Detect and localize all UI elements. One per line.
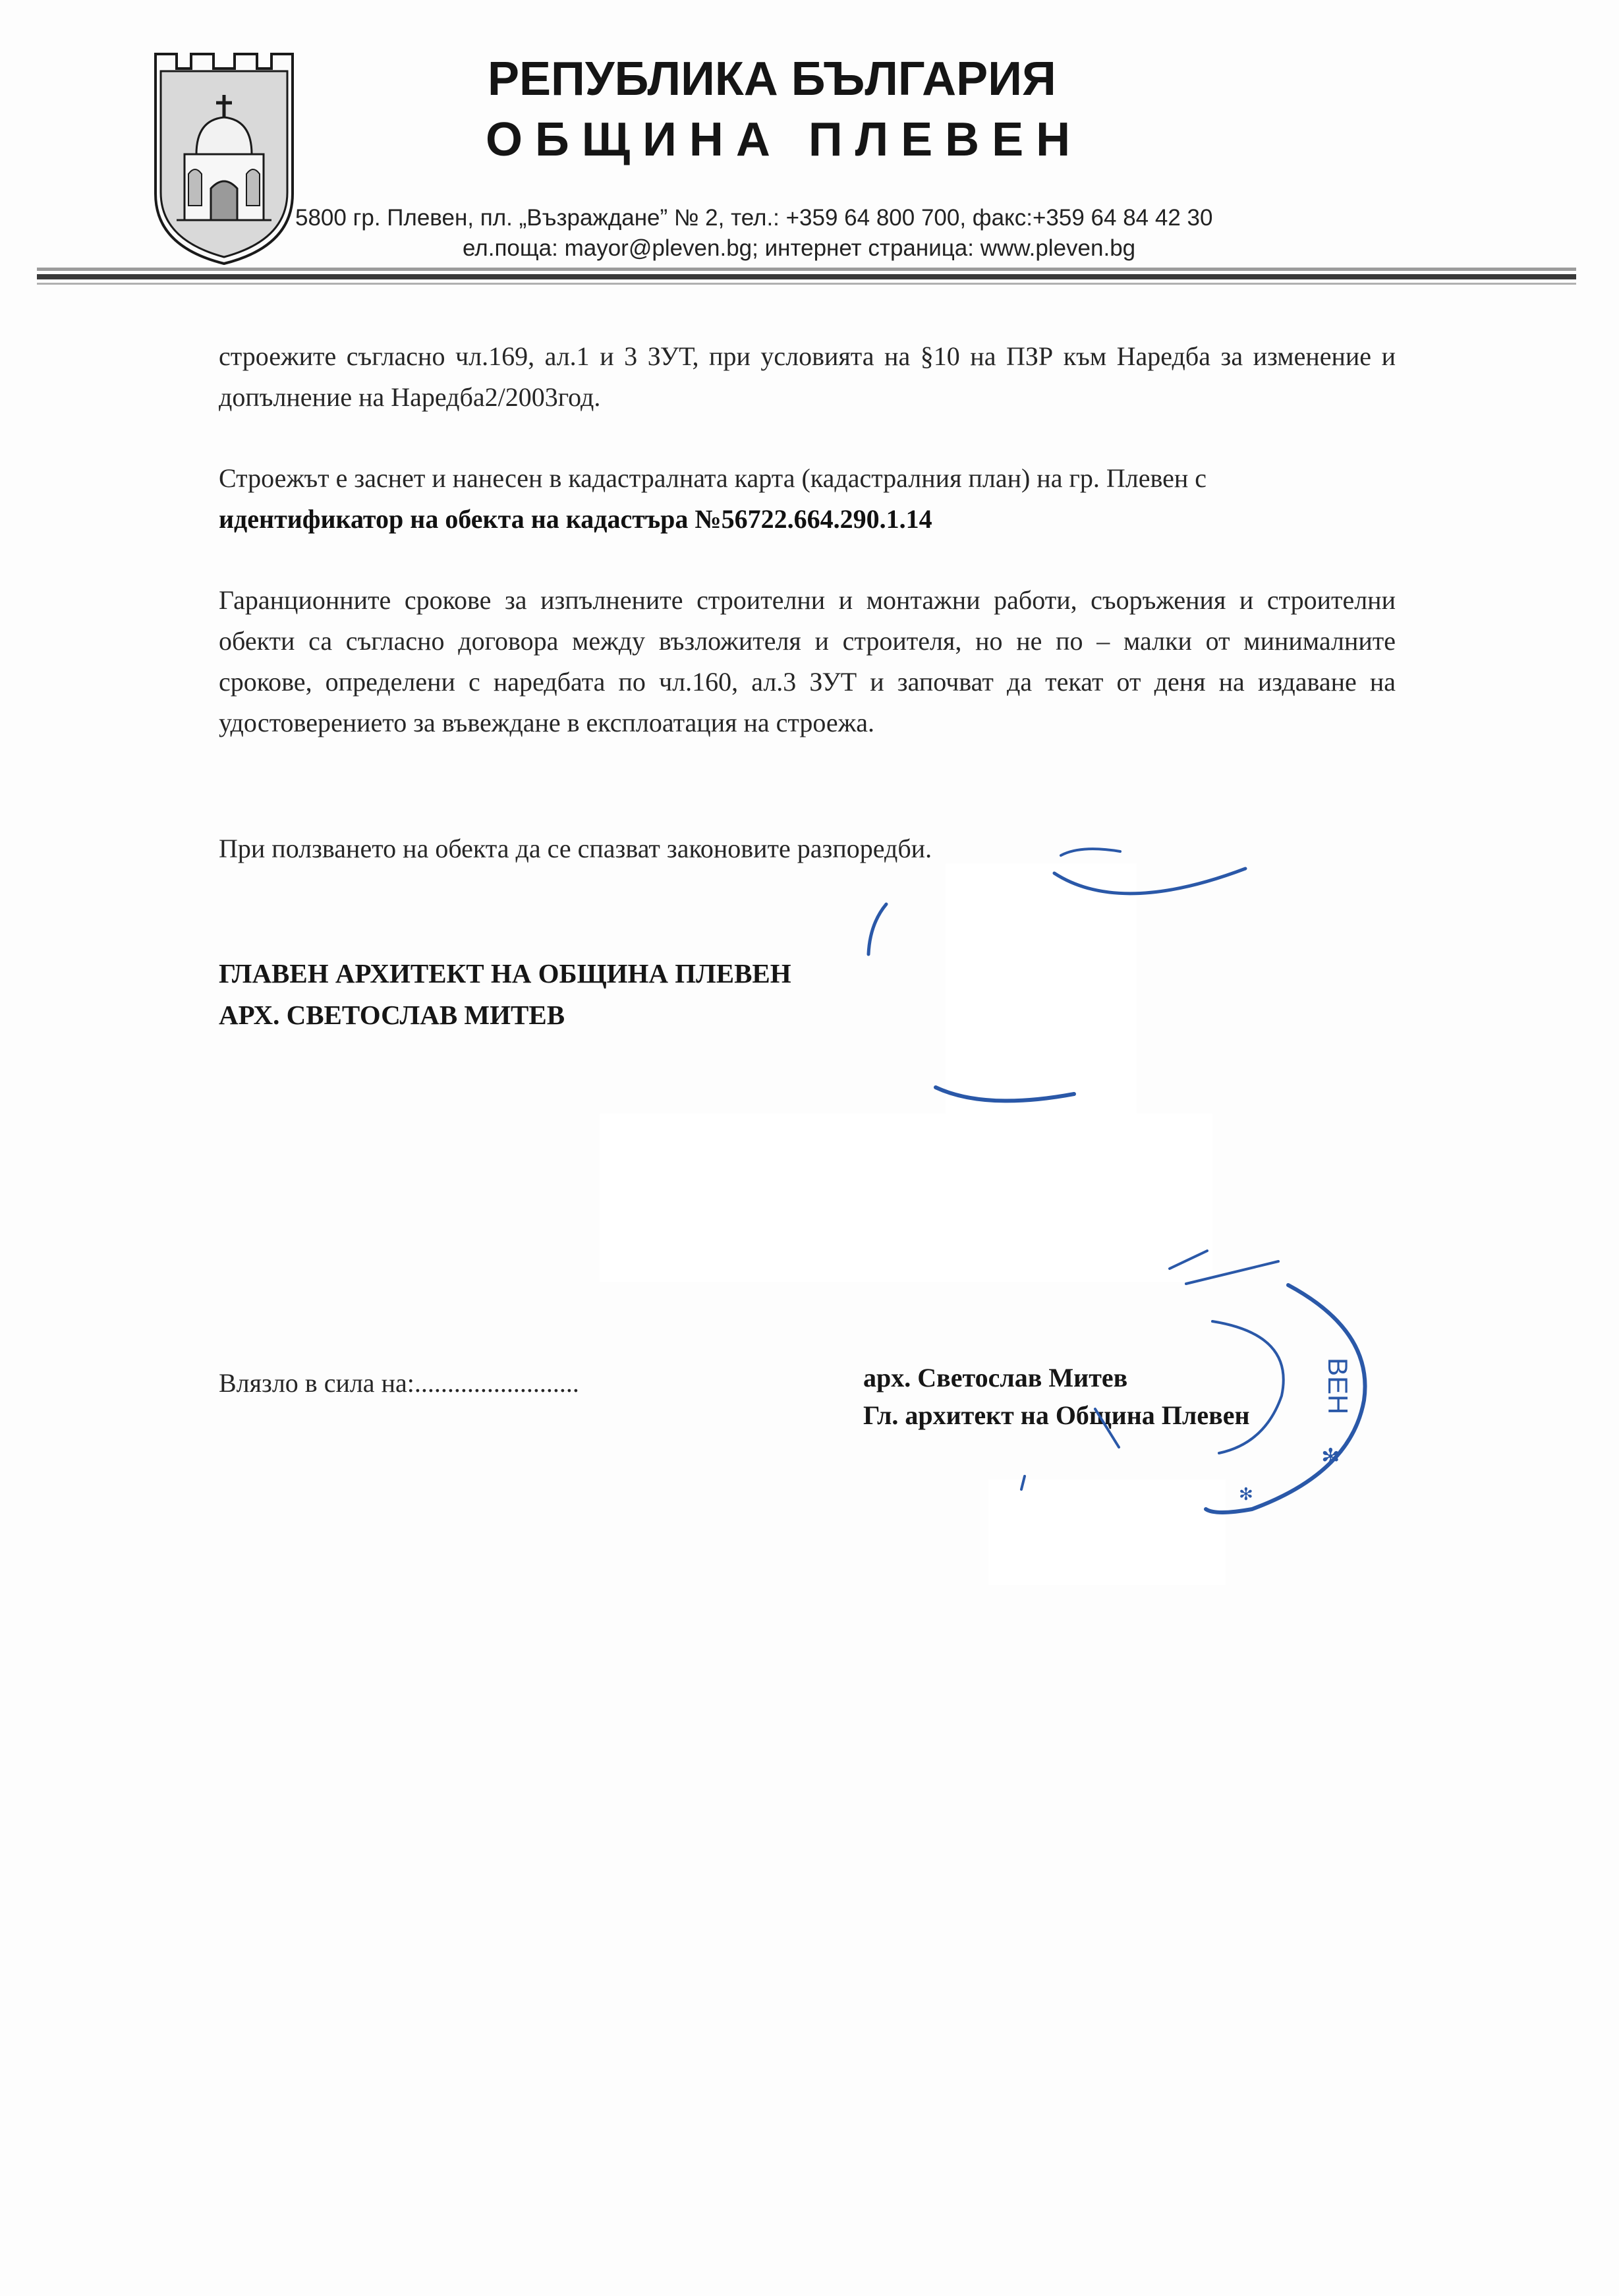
cadastre-identifier: идентификатор на обекта на кадастъра №56722.664.290.1.14 [219, 504, 932, 534]
header-subtitle: ОБЩИНА ПЛЕВЕН [486, 113, 1083, 166]
stamp-text-fragment: ВЕН [1322, 1358, 1353, 1415]
redaction-mask [988, 1479, 1226, 1585]
header-title: РЕПУБЛИКА БЪЛГАРИЯ [488, 53, 1056, 105]
paragraph-legal-basis-text: строежите съгласно чл.169, ал.1 и 3 ЗУТ, при условията на §10 на ПЗР към Наредба за изменение и допълнение на Наредба2/2003год. [219, 341, 1396, 412]
redaction-mask [600, 1114, 1212, 1282]
header-rule [37, 266, 1576, 297]
pleven-coat-of-arms-icon [150, 49, 298, 266]
paragraph-cadastre [219, 458, 1396, 540]
chief-architect-name: АРХ. СВЕТОСЛАВ МИТЕВ [219, 1000, 565, 1030]
contact-email-web: ел.поща: mayor@pleven.bg; интернет страница: www.pleven.bg [463, 235, 1136, 261]
signatory-role: Гл. архитект на Община Плевен [863, 1400, 1250, 1430]
signatory-name: арх. Светослав Митев [863, 1363, 1128, 1392]
redaction-mask [946, 863, 1137, 1147]
cadastre-text: Строежът е заснет и нанесен в кадастралната карта (кадастралния план) на гр. Плевен с [219, 463, 1207, 493]
contact-address: 5800 гр. Плевен, пл. „Възраждане” № 2, тел.: +359 64 800 700, факс:+359 64 84 42 30 [295, 205, 1213, 231]
paragraph-warranty [219, 580, 1396, 743]
stamp-star-icon: ✻ [1239, 1485, 1253, 1505]
paragraph-legal-basis [219, 336, 1396, 418]
stamp-arc [1212, 1321, 1284, 1453]
paragraph-regulations-text: При ползването на обекта да се спазват законовите разпоредби. [219, 834, 932, 863]
chief-architect-title: ГЛАВЕН АРХИТЕКТ НА ОБЩИНА ПЛЕВЕН [219, 958, 791, 989]
paragraph-regulations [219, 828, 1396, 869]
paragraph-warranty-text: Гаранционните срокове за изпълнените строителни и монтажни работи, съоръжения и строителни обекти са съгласно договора между възложителя и строителя, но не по – малки от минималните срокове, определени с наредбата по чл.160, ал.3 ЗУТ и започват да текат от деня на издаване на удостоверението за въвеждане в експлоатация на строежа. [219, 585, 1396, 737]
stamp-star-icon: ✻ [1321, 1444, 1340, 1470]
entry-into-force-label: Влязло в сила на:......................... [219, 1368, 579, 1398]
stamp-arc [868, 904, 886, 954]
